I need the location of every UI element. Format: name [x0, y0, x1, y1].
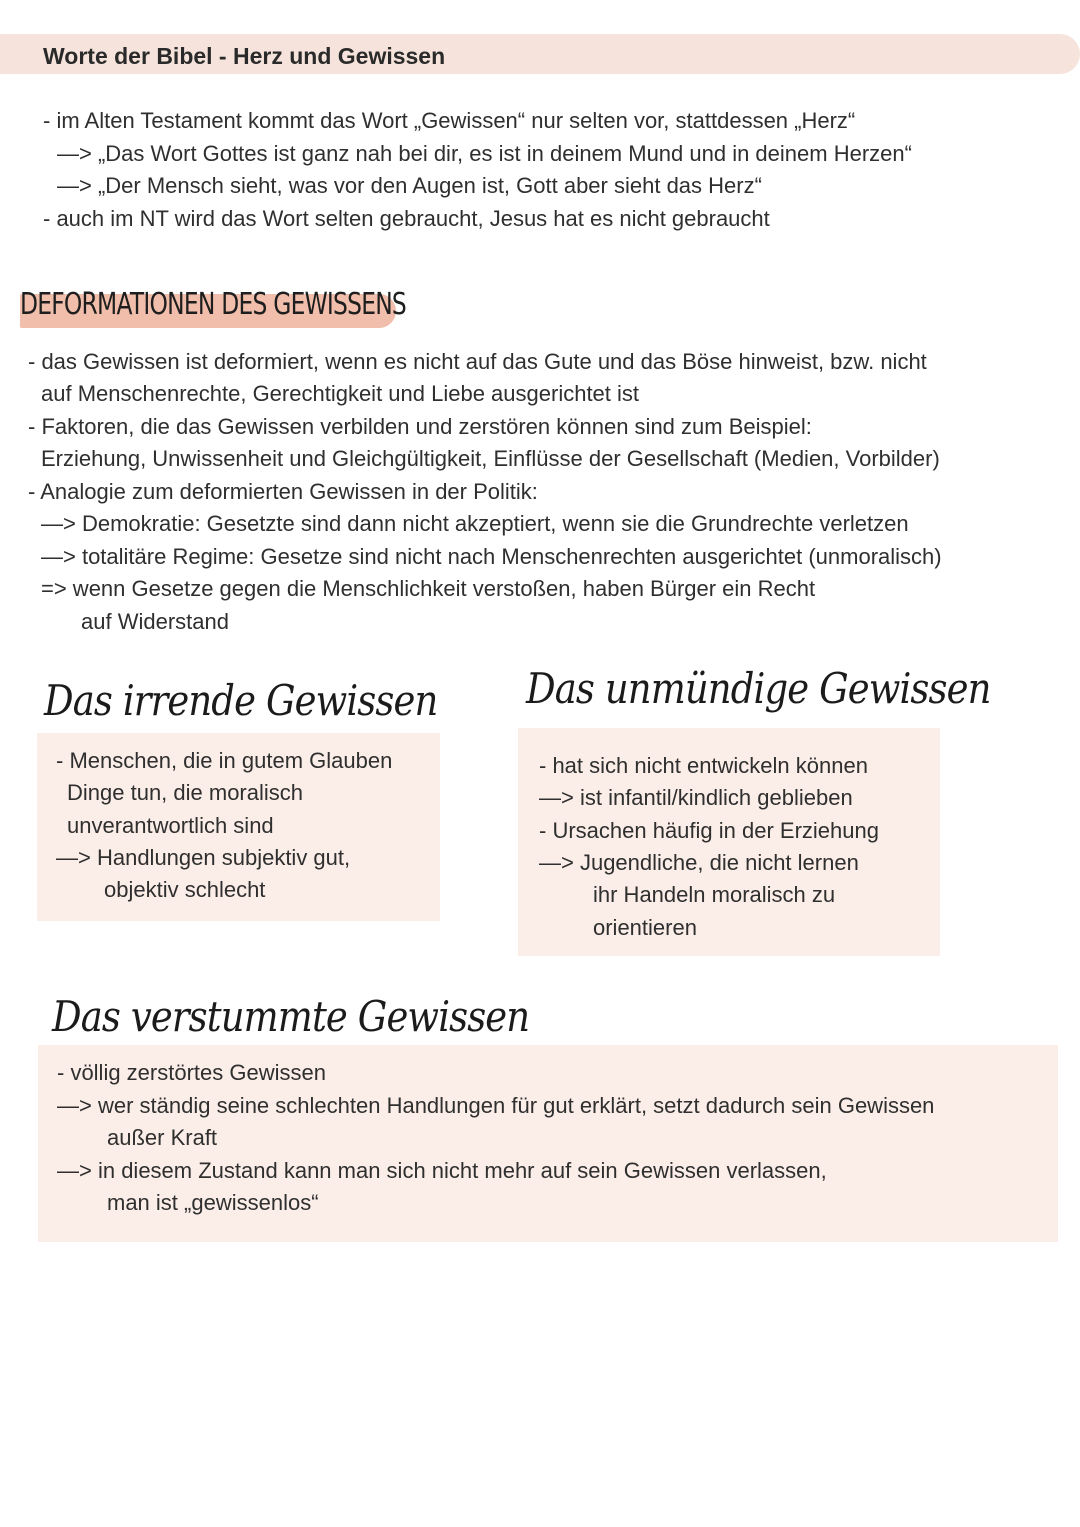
section-line: - Faktoren, die das Gewissen verbilden und zerstören können sind zum Beispiel: — [28, 414, 812, 439]
page-title: Worte der Bibel - Herz und Gewissen — [43, 43, 446, 69]
intro-line: —> „Der Mensch sieht, was vor den Augen ist, Gott aber sieht das Herz“ — [57, 173, 762, 198]
card-line: - völlig zerstörtes Gewissen — [57, 1060, 326, 1085]
card-title-verstummte: Das verstummte Gewissen — [52, 992, 530, 1041]
section-line: Erziehung, Unwissenheit und Gleichgültigkeit, Einflüsse der Gesellschaft (Medien, Vorbilder) — [41, 446, 940, 471]
card-line: ihr Handeln moralisch zu — [593, 882, 836, 907]
card-line: Dinge tun, die moralisch — [67, 780, 304, 805]
card-line: - hat sich nicht entwickeln können — [539, 753, 868, 778]
section-line: - das Gewissen ist deformiert, wenn es nicht auf das Gute und das Böse hinweist, bzw. nicht — [28, 349, 927, 374]
card-line: unverantwortlich sind — [67, 813, 274, 838]
card-line: außer Kraft — [107, 1125, 218, 1150]
card-line: - Ursachen häufig in der Erziehung — [539, 818, 879, 843]
card-line: man ist „gewissenlos“ — [107, 1190, 319, 1215]
section-line: - Analogie zum deformierten Gewissen in der Politik: — [28, 479, 538, 504]
section-line: auf Menschenrechte, Gerechtigkeit und Liebe ausgerichtet ist — [41, 381, 640, 406]
card-line: —> wer ständig seine schlechten Handlungen für gut erklärt, setzt dadurch sein Gewissen — [57, 1093, 935, 1118]
section-line: auf Widerstand — [81, 609, 229, 634]
card-line: —> Handlungen subjektiv gut, — [56, 845, 351, 870]
card-line: —> ist infantil/kindlich geblieben — [539, 785, 853, 810]
card-line: —> in diesem Zustand kann man sich nicht mehr auf sein Gewissen verlassen, — [57, 1158, 827, 1183]
card-line: objektiv schlecht — [104, 877, 266, 902]
section-line: => wenn Gesetze gegen die Menschlichkeit verstoßen, haben Bürger ein Recht — [41, 576, 816, 601]
intro-line: - im Alten Testament kommt das Wort „Gewissen“ nur selten vor, stattdessen „Herz“ — [43, 108, 856, 133]
card-line: —> Jugendliche, die nicht lernen — [539, 850, 859, 875]
card-line: orientieren — [593, 915, 697, 940]
card-title-unmuendige: Das unmündige Gewissen — [526, 664, 991, 713]
section-line: —> totalitäre Regime: Gesetze sind nicht nach Menschenrechten ausgerichtet (unmoralisch) — [41, 544, 942, 569]
title-bar — [0, 34, 1080, 74]
section-line: —> Demokratie: Gesetzte sind dann nicht akzeptiert, wenn sie die Grundrechte verletzen — [41, 511, 909, 536]
card-line: - Menschen, die in gutem Glauben — [56, 748, 393, 773]
intro-line: —> „Das Wort Gottes ist ganz nah bei dir, es ist in deinem Mund und in deinem Herzen“ — [57, 141, 912, 166]
intro-line: - auch im NT wird das Wort selten gebraucht, Jesus hat es nicht gebraucht — [43, 206, 770, 231]
section-heading: DEFORMATIONEN DES GEWISSENS — [20, 287, 407, 322]
card-title-irrende: Das irrende Gewissen — [44, 676, 438, 725]
